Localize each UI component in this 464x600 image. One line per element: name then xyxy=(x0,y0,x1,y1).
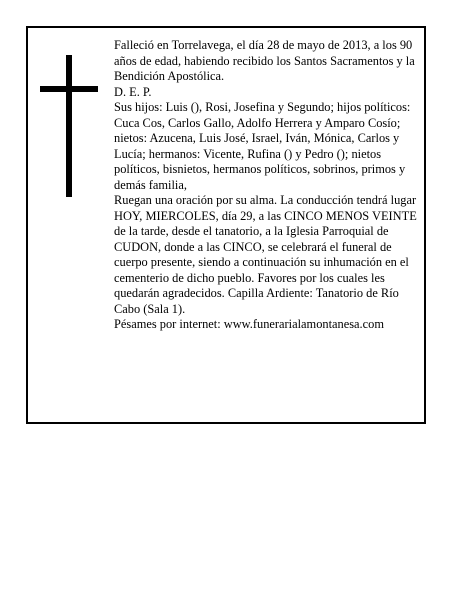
family-list: Sus hijos: Luis (), Rosi, Josefina y Segundo; hijos políticos: Cuca Cos, Carlos Gallo, Adolfo Herrera y Amparo Cosío; nietos: Azucena, Luis José, Israel, Iván, Mónica, Carlos y Lucía; hermanos: Vicente, Rufina () y Pedro (); nietos políticos, bisnietos, hermanos políticos, sobrinos, primos y demás familia, xyxy=(114,100,411,192)
latin-cross-icon xyxy=(40,55,98,197)
condolences-website: Pésames por internet: www.funerarialamontanesa.com xyxy=(114,317,384,331)
death-announcement: Falleció en Torrelavega, el día 28 de mayo de 2013, a los 90 años de edad, habiendo recibido los Santos Sacramentos y la Bendición Apostólica. xyxy=(114,38,415,83)
cross-vertical-bar xyxy=(66,55,72,197)
funeral-details: Ruegan una oración por su alma. La conducción tendrá lugar HOY, MIERCOLES, día 29, a las CINCO MENOS VEINTE de la tarde, desde el tanatorio, a la Iglesia Parroquial de CUDON, donde a las CINCO, se celebrará el funeral de cuerpo presente, siendo a continuación su inhumación en el cementerio de dicho pueblo. Favores por los cuales les quedarán agradecidos. Capilla Ardiente: Tanatorio de Río Cabo (Sala 1). xyxy=(114,193,417,316)
obituary-notice xyxy=(26,26,426,424)
rip-line: D. E. P. xyxy=(114,84,152,99)
cross-horizontal-bar xyxy=(40,86,98,92)
notice-body xyxy=(114,38,418,333)
